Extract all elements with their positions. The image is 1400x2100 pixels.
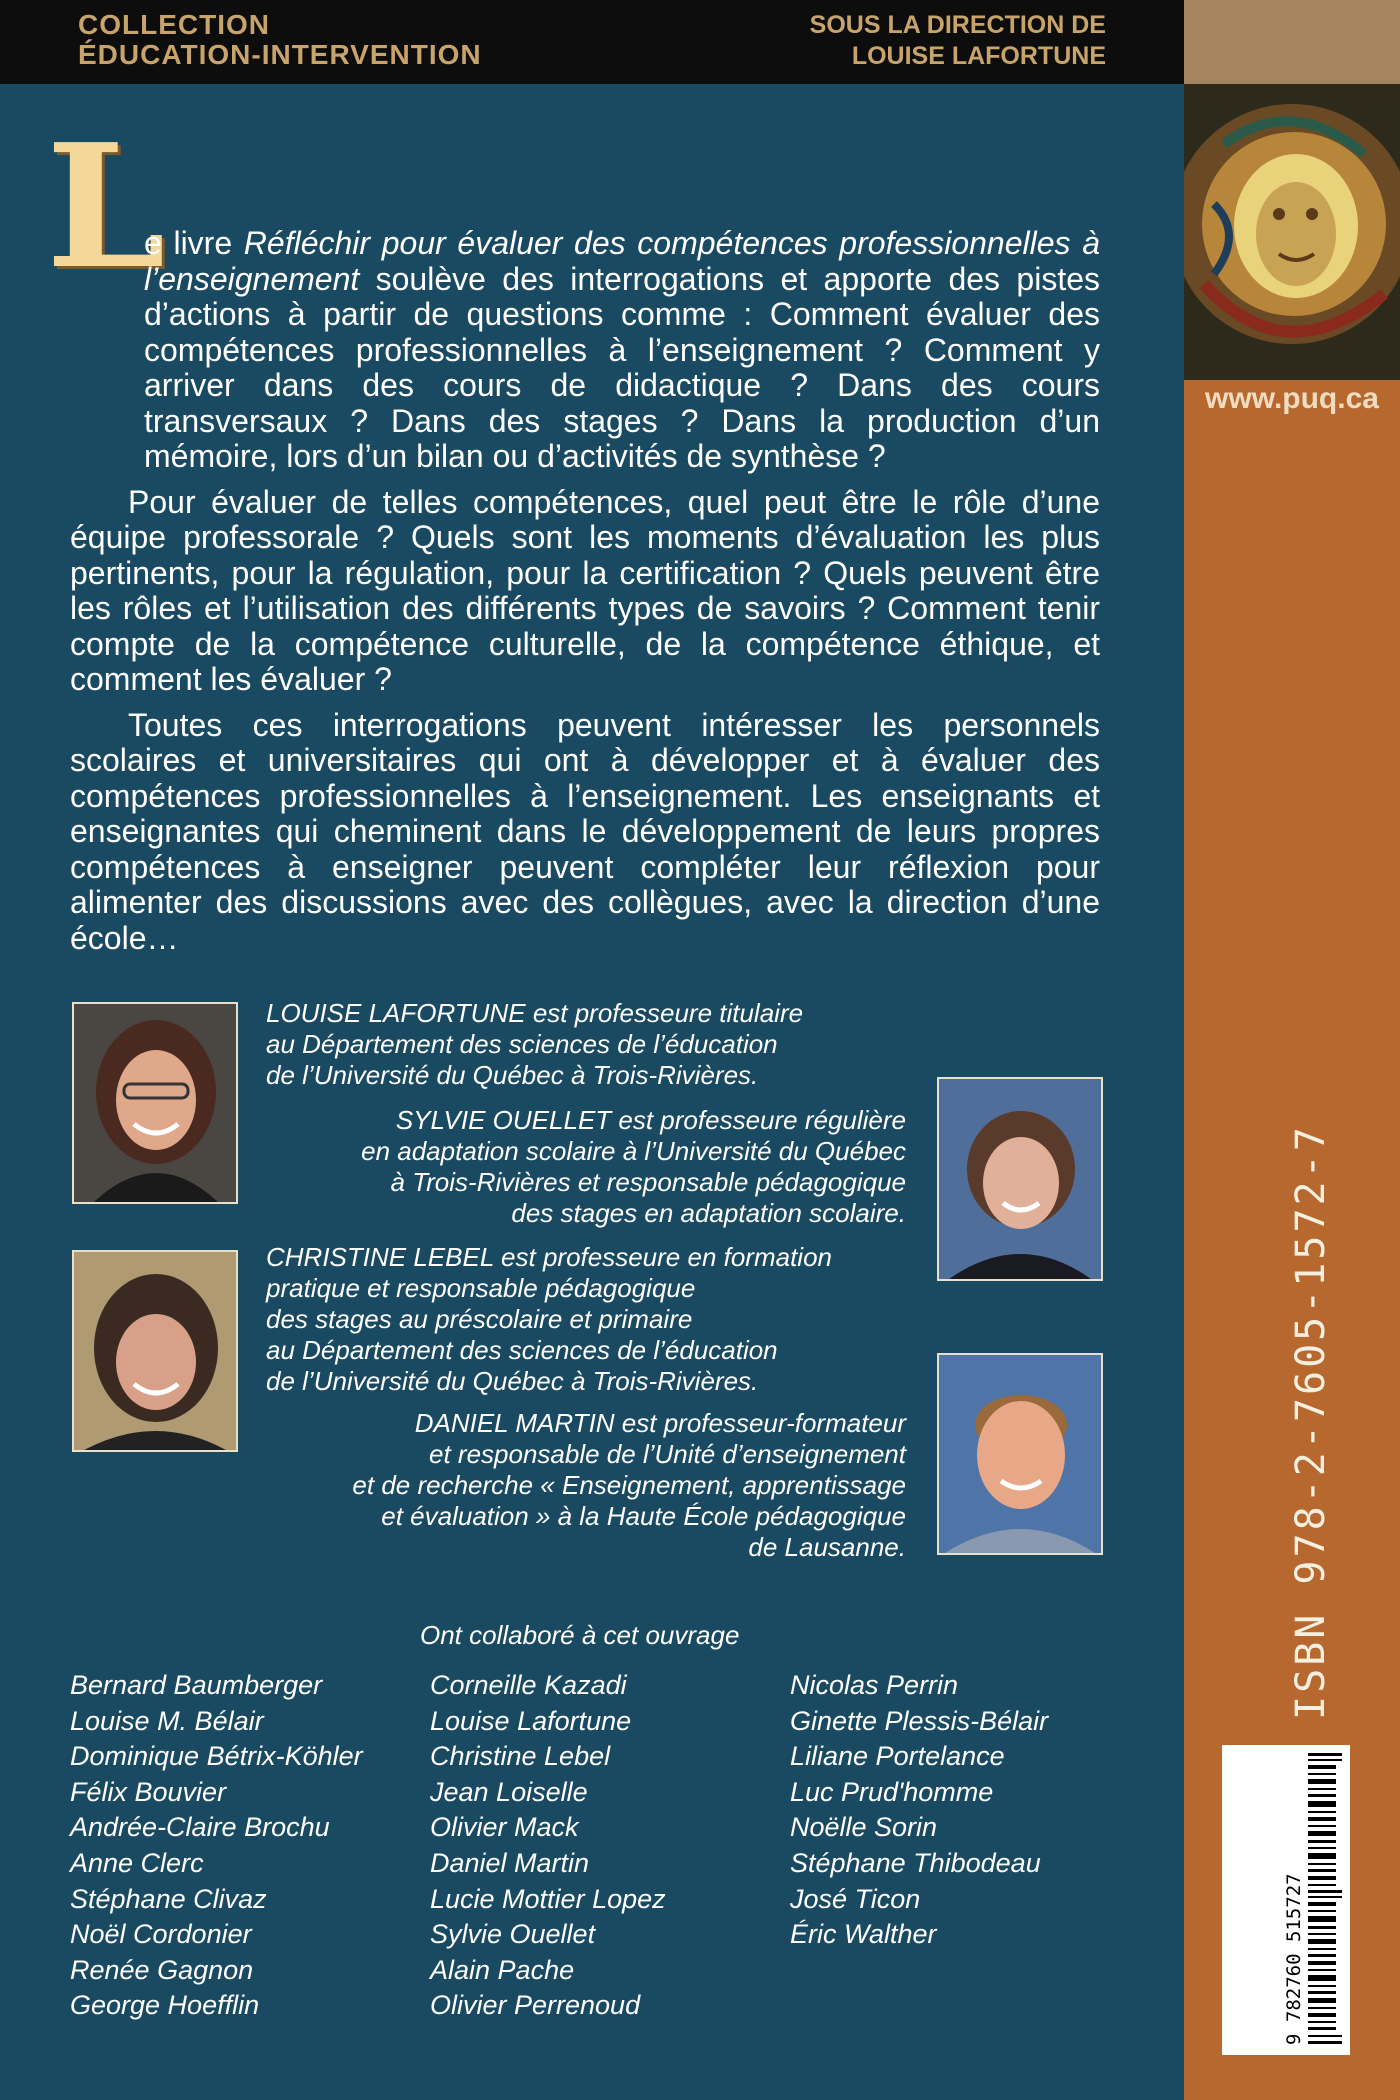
collaborator-name: Stéphane Clivaz [70, 1883, 267, 1914]
collaborator-name: Nicolas Perrin [790, 1670, 959, 1700]
header-bar [0, 0, 1184, 84]
collaborator-name: Dominique Bétrix-Köhler [70, 1741, 363, 1772]
photo-sylvie-ouellet [937, 1077, 1103, 1281]
collaborator-name: Louise Lafortune [430, 1705, 632, 1736]
collaborator-name: Andrée-Claire Brochu [70, 1812, 330, 1843]
bio-christine-lebel: CHRISTINE LEBEL est professeure en formation pratique et responsable pédagogique des stages au préscolaire et primaire au Département des sciences de l’éducation de l’Université du Québec à Trois-Rivières. [266, 1242, 833, 1396]
publisher-url[interactable]: www.puq.ca [1205, 382, 1379, 415]
collaborator-name: Liliane Portelance [790, 1741, 1005, 1772]
collaborators-column-3 [790, 1668, 1048, 1953]
collaborators-column-2 [430, 1668, 666, 2024]
collaborator-name: Renée Gagnon [70, 1954, 254, 1985]
collaborator-name: Ginette Plessis-Bélair [790, 1705, 1049, 1736]
collaborator-name: Noël Cordonier [70, 1919, 252, 1950]
collaborator-name: Félix Bouvier [70, 1776, 227, 1807]
paragraph-3: Toutes ces interrogations peuvent intéresser les personnels scolaires et universitaires qui ont à développer et à évaluer des compétences professionnelles à l’enseignement. Les enseignants et enseignantes qui cheminent dans le développement de leurs propres compétences à enseigner peuvent compléter leur réflexion pour alimenter des discussions avec des collègues, avec la direction d’une école… [70, 706, 1100, 956]
photo-daniel-martin [937, 1353, 1103, 1555]
collaborator-name: Stéphane Thibodeau [790, 1847, 1041, 1878]
collaborator-name: José Ticon [790, 1883, 921, 1914]
collaborator-name: Sylvie Ouellet [430, 1919, 596, 1950]
collaborator-name: Louise M. Bélair [70, 1705, 264, 1736]
book-title: Réfléchir pour évaluer des compétences professionnelles à l’enseignement [144, 225, 1101, 297]
photo-christine-lebel [72, 1250, 238, 1452]
collaborator-name: Éric Walther [790, 1919, 937, 1950]
bio-sylvie-ouellet: SYLVIE OUELLET est professeure régulière en adaptation scolaire à l’Université du Québec à Trois-Rivières et responsable pédagogique des stages en adaptation scolaire. [361, 1105, 906, 1228]
drop-cap: L [46, 107, 166, 307]
collaborators-title: Ont collaboré à cet ouvrage [420, 1620, 740, 1650]
collaborator-name: Noëlle Sorin [790, 1812, 938, 1843]
editor-credit: SOUS LA DIRECTION DE LOUISE LAFORTUNE [809, 11, 1106, 70]
collaborator-name: Luc Prud'homme [790, 1776, 994, 1807]
collaborator-name: Corneille Kazadi [430, 1670, 627, 1700]
collaborators-column-1 [70, 1668, 363, 2024]
cover-painting [1184, 84, 1400, 380]
isbn: ISBN 978-2-7605-1572-7 [1288, 1124, 1334, 1720]
collaborator-name: George Hoefflin [70, 1990, 260, 2021]
paragraph-1: e livre Réfléchir pour évaluer des compétences professionnelles à l’enseignement soulève des interrogations et apporte des pistes d’actions à partir de questions comme : Comment évaluer des compétences professionnelles à l’enseignement ? Comment y arriver dans des cours de didactique ? Dans des cours transversaux ? Dans des stages ? Dans la production d’un mémoire, lors d’un bilan ou d’activités de synthèse ? [144, 225, 1101, 474]
collaborator-name: Lucie Mottier Lopez [430, 1883, 666, 1914]
collaborator-name: Olivier Mack [430, 1812, 579, 1843]
paragraph-2: Pour évaluer de telles compétences, quel peut être le rôle d’une équipe professorale ? Quels sont les moments d’évaluation les plus pertinents, pour la régulation, pour la certification ? Quels peuvent être les rôles et l’utilisation des différents types de savoirs ? Comment tenir compte de la compétence culturelle, de la compétence éthique, et comment les évaluer ? [70, 483, 1100, 697]
collection-name: COLLECTION ÉDUCATION-INTERVENTION [78, 9, 482, 70]
collaborator-name: Alain Pache [430, 1954, 575, 1985]
description-text [70, 226, 1100, 966]
collaborator-name: Bernard Baumberger [70, 1670, 323, 1700]
collaborator-name: Jean Loiselle [430, 1776, 588, 1807]
barcode [1222, 1745, 1350, 2055]
bio-louise-lafortune: LOUISE LAFORTUNE est professeure titulaire au Département des sciences de l’éducation de l’Université du Québec à Trois-Rivières. [266, 998, 804, 1090]
collaborator-name: Christine Lebel [430, 1741, 611, 1772]
collaborator-name: Daniel Martin [430, 1847, 590, 1878]
collaborator-name: Anne Clerc [70, 1847, 204, 1878]
spine-top-block [1184, 0, 1400, 84]
bio-daniel-martin: DANIEL MARTIN est professeur-formateur et responsable de l’Unité d’enseignement et de recherche « Enseignement, apprentissage et évaluation » à la Haute École pédagogique de Lausanne. [352, 1408, 906, 1562]
photo-louise-lafortune [72, 1002, 238, 1204]
collaborator-name: Olivier Perrenoud [430, 1990, 641, 2021]
barcode-number: 9 782760 515727 [1283, 1873, 1305, 2045]
